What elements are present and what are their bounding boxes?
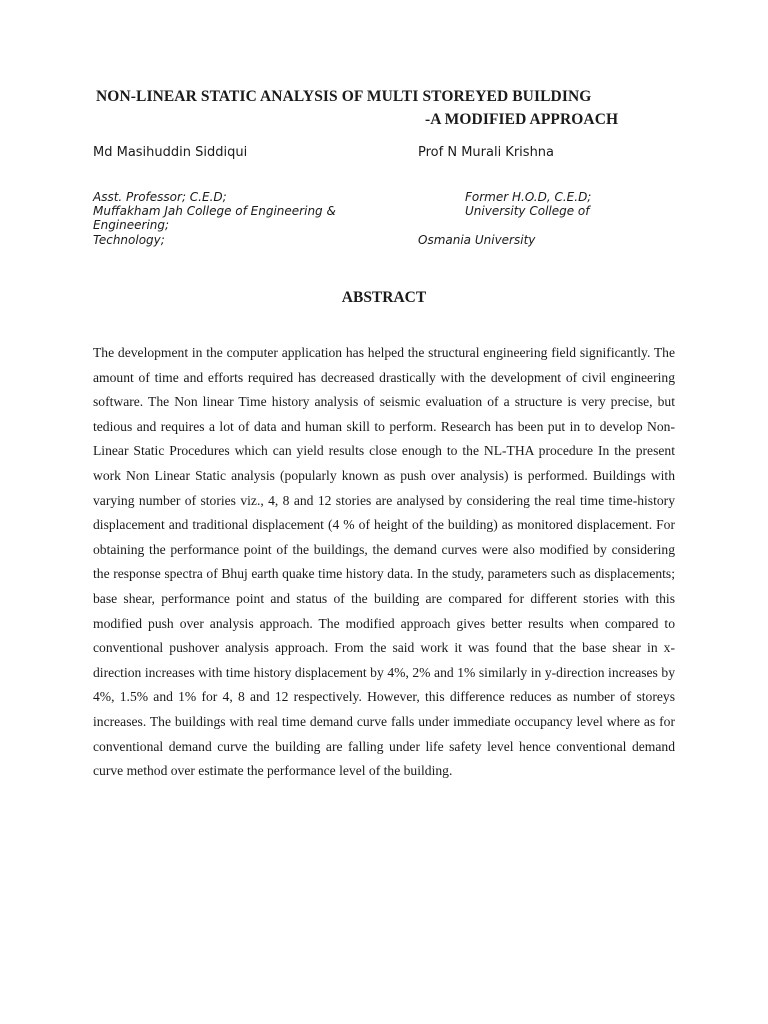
author-1-affiliation-line: Asst. Professor; C.E.D; [93, 190, 227, 204]
paper-title-line-2: -A MODIFIED APPROACH [425, 111, 619, 128]
author-2-affiliation-line: Osmania University [418, 233, 536, 247]
abstract-heading-row [0, 289, 768, 307]
paper-title-line-1: NON-LINEAR STATIC ANALYSIS OF MULTI STOREYED BUILDING [96, 88, 592, 105]
abstract-text: The development in the computer application has helped the structural engineering field significantly. The amount of time and efforts required has decreased drastically with the development of civil engineering software. The Non linear Time history analysis of seismic evaluation of a structure is very precise, but tedious and requires a lot of data and human skill to perform. Research has been put in to develop Non-Linear Static Procedures which can yield results close enough to the NL-THA procedure In the present work Non Linear Static analysis (popularly known as push over analysis) is performed. Buildings with varying number of stories viz., 4, 8 and 12 stories are analysed by considering the real time time-history displacement and traditional displacement (4 % of height of the building) as monitored displacement. For obtaining the performance point of the buildings, the demand curves were also modified by considering the response spectra of Bhuj earth quake time history data. In the study, parameters such as displacements; base shear, performance point and status of the building are compared for different stories with this modified push over analysis approach. The modified approach gives better results when compared to conventional pushover analysis approach. From the said work it was found that the base shear in x-direction increases with time history displacement by 4%, 2% and 1% similarly in y-direction increases by 4%, 1.5% and 1% for 4, 8 and 12 respectively. However, this difference reduces as number of storeys increases. The buildings with real time demand curve falls under immediate occupancy level where as for conventional demand curve the building are falling under life safety level hence conventional demand curve method over estimate the performance level of the building. [93, 345, 675, 779]
author-2-affiliation-line: University College of [465, 204, 590, 218]
abstract-heading: ABSTRACT [341, 289, 427, 306]
author-name-1: Md Masihuddin Siddiqui [93, 145, 248, 160]
author-1-affiliation-line: Technology; [93, 233, 165, 247]
author-2-affiliation-line: Former H.O.D, C.E.D; [465, 190, 592, 204]
author-name-2: Prof N Murali Krishna [418, 145, 555, 160]
author-1-affiliation-line: Muffakham Jah College of Engineering & [93, 204, 336, 218]
author-1-affiliation-line: Engineering; [93, 218, 170, 232]
